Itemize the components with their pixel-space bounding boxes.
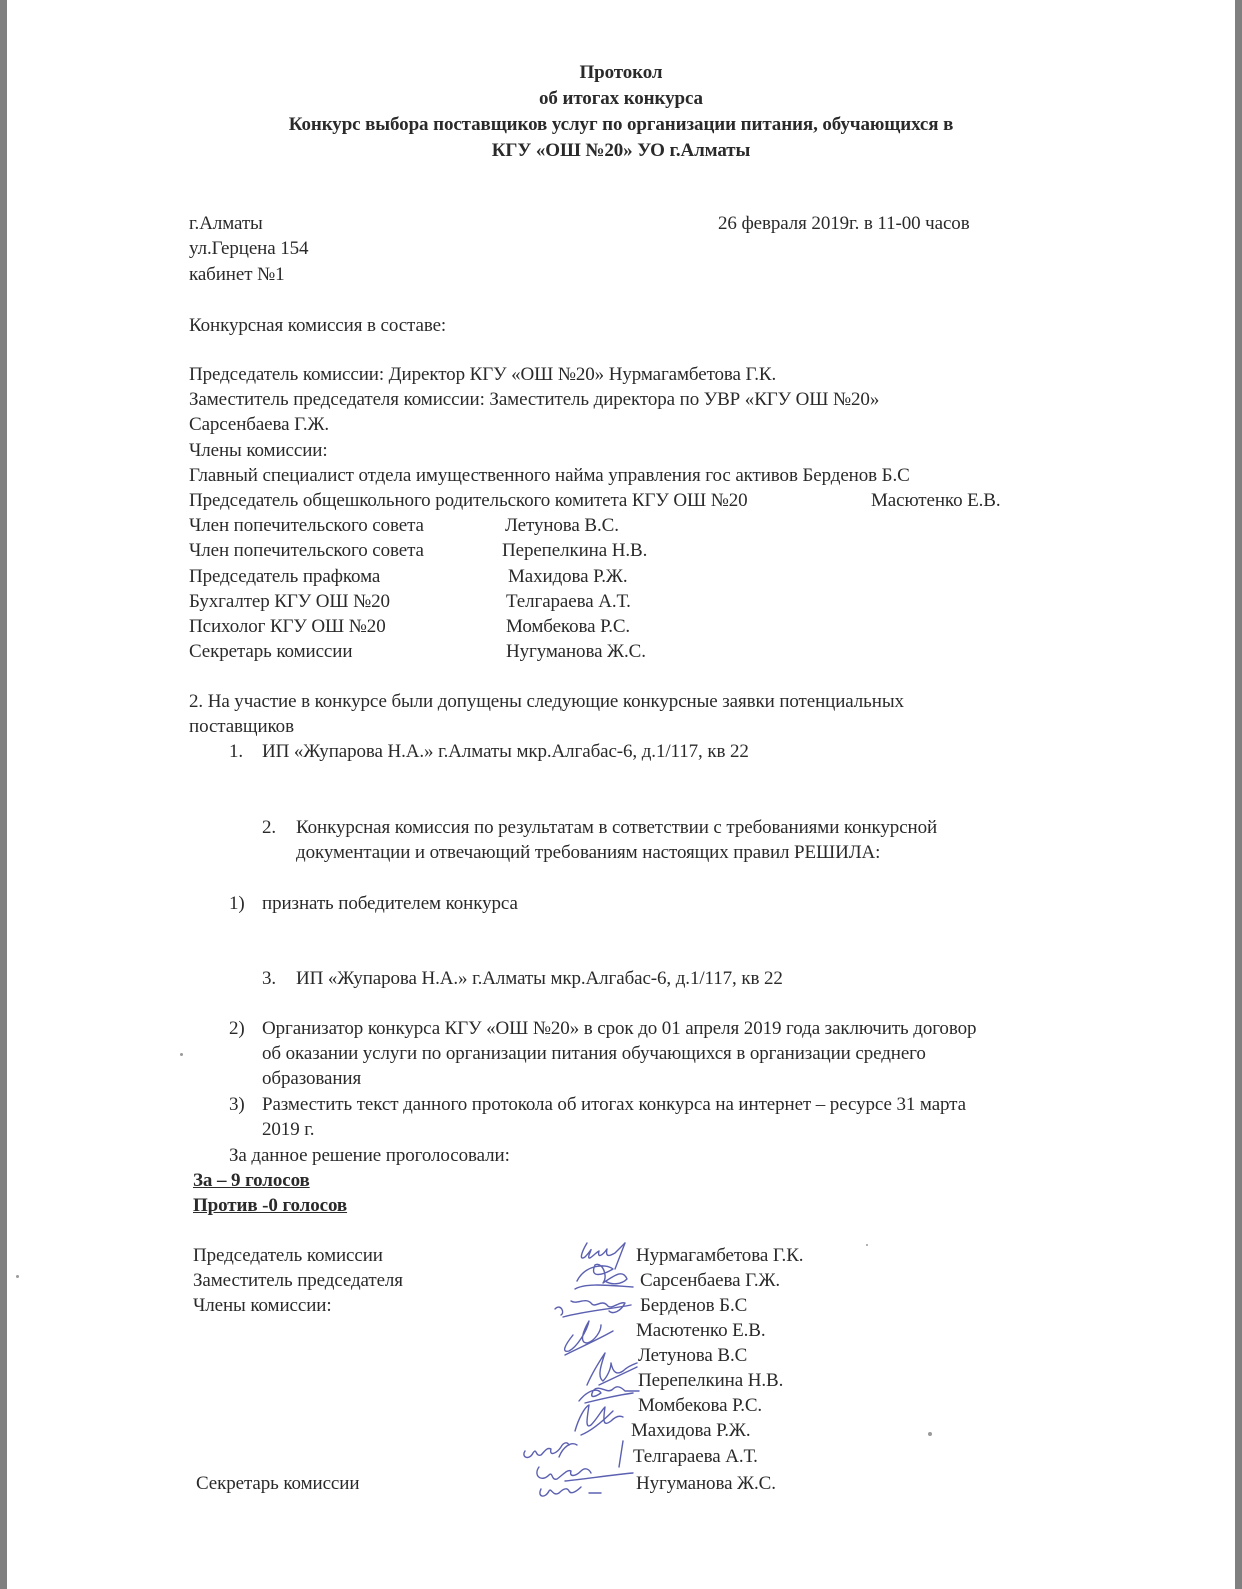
member-name: Летунова В.С. <box>505 515 619 536</box>
signature-secretary-label: Секретарь комиссии <box>196 1473 360 1494</box>
decision-item-text: Организатор конкурса КГУ «ОШ №20» в срок до 01 апреля 2019 года заключить договор <box>262 1018 977 1039</box>
scan-border-left <box>0 0 7 1589</box>
scan-speck <box>866 1244 868 1246</box>
signatory-name: Махидова Р.Ж. <box>631 1420 751 1441</box>
doc-description-1: Конкурс выбора поставщиков услуг по организации питания, обучающихся в <box>288 114 954 135</box>
meeting-datetime: 26 февраля 2019г. в 11-00 часов <box>718 213 970 234</box>
signature-deputy-label: Заместитель председателя <box>193 1270 403 1291</box>
signatory-name: Берденов Б.С <box>640 1295 748 1316</box>
member-name: Телгараева А.Т. <box>506 591 631 612</box>
commission-member-2-role: Председатель общешкольного родительского комитета КГУ ОШ №20 <box>189 490 748 511</box>
scan-speck <box>16 1275 19 1278</box>
decision-item-text: признать победителем конкурса <box>262 893 518 914</box>
signature-members-label: Члены комиссии: <box>193 1295 332 1316</box>
signatory-name: Нугуманова Ж.С. <box>636 1473 776 1494</box>
signatory-name: Перепелкина Н.В. <box>638 1370 784 1391</box>
vote-against: Против -0 голосов <box>193 1195 348 1216</box>
commission-member-1: Главный специалист отдела имущественного найма управления гос активов Берденов Б.С <box>189 465 910 486</box>
place-room: кабинет №1 <box>189 264 285 285</box>
member-name: Перепелкина Н.В. <box>502 540 648 561</box>
place-street: ул.Герцена 154 <box>189 238 309 259</box>
commission-deputy-1: Заместитель председателя комиссии: Заместитель директора по УВР «КГУ ОШ №20» <box>189 389 880 410</box>
section2-line1: 2. На участие в конкурсе были допущены следующие конкурсные заявки потенциальных <box>189 691 904 712</box>
scan-speck <box>180 1053 183 1056</box>
member-role: Член попечительского совета <box>189 540 424 561</box>
signatory-name: Телгараева А.Т. <box>633 1446 758 1467</box>
winner-number: 3. <box>262 968 277 989</box>
decision-item-text: образования <box>262 1068 362 1089</box>
signatory-name: Летунова В.С <box>638 1345 748 1366</box>
member-name: Момбекова Р.С. <box>506 616 631 637</box>
decision-item-number: 3) <box>229 1094 245 1115</box>
decision-item-number: 2) <box>229 1018 245 1039</box>
decision-line2: документации и отвечающий требованиям настоящих правил РЕШИЛА: <box>296 842 881 863</box>
decision-item-text: об оказании услуги по организации питания обучающихся в организации среднего <box>262 1043 926 1064</box>
doc-subtitle: об итогах конкурса <box>539 88 703 109</box>
decision-item-text: Разместить текст данного протокола об итогах конкурса на интернет – ресурсе 31 марта <box>262 1094 966 1115</box>
winner-text: ИП «Жупарова Н.А.» г.Алматы мкр.Алгабас-6, д.1/117, кв 22 <box>296 968 783 989</box>
signatory-name: Момбекова Р.С. <box>638 1395 763 1416</box>
scan-border-right <box>1235 0 1242 1589</box>
member-role: Председатель прафкома <box>189 566 381 587</box>
place-city: г.Алматы <box>189 213 263 234</box>
commission-deputy-2: Сарсенбаева Г.Ж. <box>189 414 330 435</box>
commission-members-label: Члены комиссии: <box>189 440 328 461</box>
doc-description-2: КГУ «ОШ №20» УО г.Алматы <box>491 140 751 161</box>
scan-speck <box>928 1432 932 1436</box>
decision-item-number: 1) <box>229 893 245 914</box>
signatory-name: Сарсенбаева Г.Ж. <box>640 1270 781 1291</box>
section2-line2: поставщиков <box>189 716 294 737</box>
decision-number: 2. <box>262 817 277 838</box>
vote-label: За данное решение проголосовали: <box>229 1145 510 1166</box>
handwritten-signatures-icon <box>515 1235 645 1505</box>
decision-line1: Конкурсная комиссия по результатам в сответствии с требованиями конкурсной <box>296 817 938 838</box>
applicant-text: ИП «Жупарова Н.А.» г.Алматы мкр.Алгабас-6, д.1/117, кв 22 <box>262 741 749 762</box>
member-role: Секретарь комиссии <box>189 641 353 662</box>
signatory-name: Нурмагамбетова Г.К. <box>636 1245 804 1266</box>
member-name: Махидова Р.Ж. <box>508 566 628 587</box>
signature-chair-label: Председатель комиссии <box>193 1245 383 1266</box>
member-role: Член попечительского совета <box>189 515 424 536</box>
signatory-name: Масютенко Е.В. <box>636 1320 766 1341</box>
vote-for: За – 9 голосов <box>193 1170 310 1191</box>
decision-item-text: 2019 г. <box>262 1119 315 1140</box>
member-role: Бухгалтер КГУ ОШ №20 <box>189 591 390 612</box>
commission-chair: Председатель комиссии: Директор КГУ «ОШ №20» Нурмагамбетова Г.К. <box>189 364 777 385</box>
doc-title: Протокол <box>579 62 663 83</box>
member-name: Нугуманова Ж.С. <box>506 641 646 662</box>
applicant-number: 1. <box>229 741 244 762</box>
member-role: Психолог КГУ ОШ №20 <box>189 616 386 637</box>
commission-member-2-name: Масютенко Е.В. <box>871 490 1001 511</box>
commission-intro: Конкурсная комиссия в составе: <box>189 315 447 336</box>
